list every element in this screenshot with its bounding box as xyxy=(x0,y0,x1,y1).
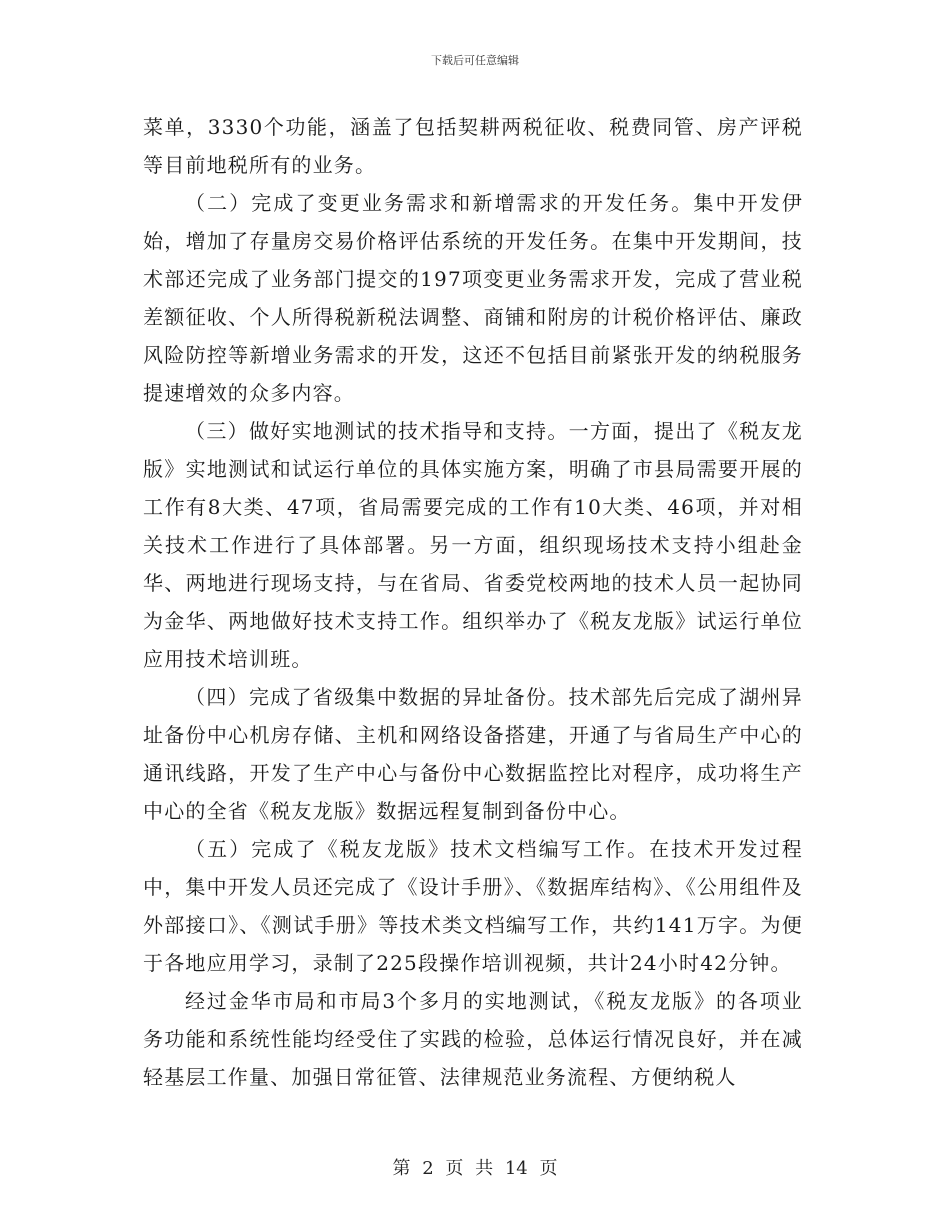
page-header-note: 下载后可任意编辑 xyxy=(431,54,519,67)
document-body xyxy=(143,108,803,1096)
paragraph-continuation: 菜单，3330个功能，涵盖了包括契耕两税征收、税费同管、房产评税等目前地税所有的业务。 xyxy=(143,115,803,177)
paragraph-section-4: （四）完成了省级集中数据的异址备份。技术部先后完成了湖州异址备份中心机房存储、主机和网络设备搭建，开通了与省局生产中心的通讯线路，开发了生产中心与备份中心数据监控比对程序，成功将生产中心的全省《税友龙版》数据远程复制到备份中心。 xyxy=(143,685,803,823)
page-number-footer: 第 2 页 共 14 页 xyxy=(392,1158,558,1179)
paragraph-section-3: （三）做好实地测试的技术指导和支持。一方面，提出了《税友龙版》实地测试和试运行单位的具体实施方案，明确了市县局需要开展的工作有8大类、47项，省局需要完成的工作有10大类、46项，并对相关技术工作进行了具体部署。另一方面，组织现场技术支持小组赴金华、两地进行现场支持，与在省局、省委党校两地的技术人员一起协同为金华、两地做好技术支持工作。组织举办了《税友龙版》试运行单位应用技术培训班。 xyxy=(143,419,803,671)
paragraph-section-5: （五）完成了《税友龙版》技术文档编写工作。在技术开发过程中，集中开发人员还完成了《设计手册》、《数据库结构》、《公用组件及外部接口》、《测试手册》等技术类文档编写工作，共约141万字。为便于各地应用学习，录制了225段操作培训视频，共计24小时42分钟。 xyxy=(143,837,803,975)
paragraph-section-2: （二）完成了变更业务需求和新增需求的开发任务。集中开发伊始，增加了存量房交易价格评估系统的开发任务。在集中开发期间，技术部还完成了业务部门提交的197项变更业务需求开发，完成了营业税差额征收、个人所得税新税法调整、商铺和附房的计税价格评估、廉政风险防控等新增业务需求的开发，这还不包括目前紧张开发的纳税服务提速增效的众多内容。 xyxy=(143,191,803,405)
paragraph-summary: 经过金华市局和市局3个多月的实地测试，《税友龙版》的各项业务功能和系统性能均经受住了实践的检验，总体运行情况良好，并在减轻基层工作量、加强日常征管、法律规范业务流程、方便纳税人 xyxy=(143,989,803,1089)
